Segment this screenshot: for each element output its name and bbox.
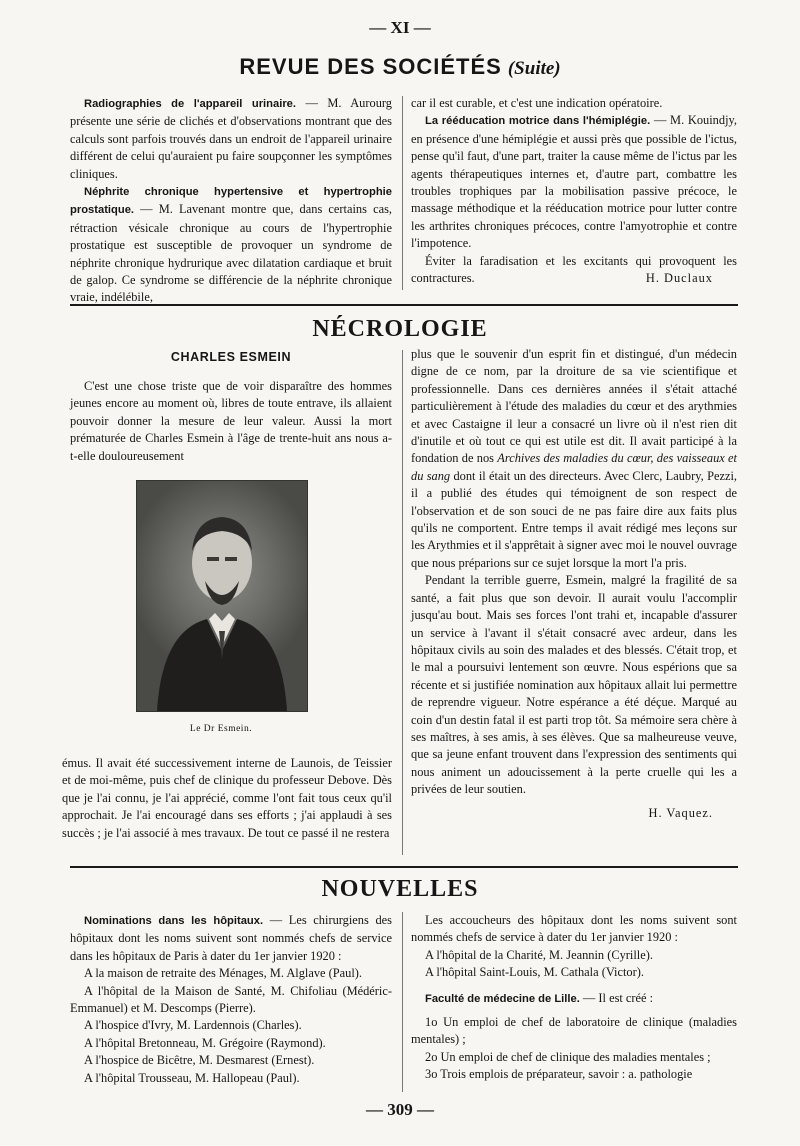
necrologie-paragraph: plus que le souvenir d'un esprit fin et distingué, d'un médecin digne de ce nom, par la droiture de sa vie scientifique et professionnelle. Dans ces dernières années il s'était attaché particulièrement à l'étude des maladies du cœur et des arythmies et avec Castaigne il leur a consacré un livre où il n'est rien dit d'inutile et où tout ce qui est utile est dit. Il avait participé à la fondation de nos Archives des maladies du cœur, des vaisseaux et du sang dont il était un des directeurs. Avec Clerc, Laubry, Pezzi, il a publié des études qui témoignent de son respect de l'observation et de son souci de ne pas faire dire aux faits plus qu'ils ne comportent. Entre temps il avait rédigé mes leçons sur les Arythmies et il s'apprêtait à signer avec moi le nouvel ouvrage que nous préparions sur ce sujet lorsque la mort l'a pris. bbox=[411, 347, 738, 570]
photo-caption: Le Dr Esmein. bbox=[189, 724, 253, 734]
column-divider bbox=[402, 96, 403, 290]
necrologie-right-column bbox=[411, 346, 737, 822]
necrologie-left-bottom bbox=[62, 755, 392, 842]
faculte-intro: Faculté de médecine de Lille. — Il est créé : bbox=[425, 990, 654, 1005]
revue-signature: H. Duclaux bbox=[645, 271, 713, 286]
nouvelles-left-column bbox=[70, 912, 392, 1087]
revue-heading: La rééducation motrice dans l'hémiplégie. bbox=[425, 115, 651, 128]
nouvelles-item: A la maison de retraite des Ménages, M. Alglave (Paul). bbox=[84, 966, 363, 981]
nouvelles-item: A l'hôpital de la Maison de Santé, M. Chifoliau (Médéric-Emmanuel) et M. Descomps (Pierre). bbox=[70, 983, 392, 1016]
revue-item-radiographies bbox=[70, 95, 392, 183]
necrologie-signature: H. Vaquez. bbox=[648, 805, 713, 820]
portrait-photo bbox=[136, 480, 308, 712]
necrologie-left-top bbox=[70, 378, 392, 465]
nouvelles-title: NOUVELLES bbox=[321, 876, 479, 902]
faculte-item: 2o Un emploi de chef de clinique des maladies mentales ; bbox=[425, 1049, 711, 1064]
nouvelles-item: A l'hôpital Bretonneau, M. Grégoire (Raymond). bbox=[84, 1035, 326, 1050]
section-rule bbox=[70, 866, 738, 868]
necrologie-name: CHARLES ESMEIN bbox=[170, 350, 292, 364]
revue-heading: Néphrite chronique hypertensive et hypertrophie prostatique. bbox=[70, 186, 392, 217]
revue-text: — M. Aurourg présente une série de clichés et d'observations montrant que des calculs sont parfois trouvés dans un endroit de l'appareil urinaire différent de celui qu'auraient pu faire soupçonner les symptômes cliniques. bbox=[70, 96, 392, 181]
column-divider bbox=[402, 912, 403, 1092]
faculte-item: 1o Un emploi de chef de laboratoire de clinique (maladies mentales) ; bbox=[411, 1015, 737, 1047]
nouvelles-intro: Nominations dans les hôpitaux. — Les chirurgiens des hôpitaux dont les noms suivent sont nommés chefs de service dans les hôpitaux de Paris à dater du 1er janvier 1920 : bbox=[70, 913, 392, 963]
nouvelles-right-column bbox=[411, 912, 737, 1084]
revue-item-reeducation bbox=[411, 112, 737, 252]
revue-left-column bbox=[70, 95, 392, 307]
revue-suite: (Suite) bbox=[507, 58, 561, 79]
journal-title: Archives des maladies du cœur, des vaisseaux et du sang bbox=[411, 451, 737, 483]
nouvelles-item: A l'hospice d'Ivry, M. Lardennois (Charles). bbox=[84, 1018, 302, 1033]
revue-heading: Radiographies de l'appareil urinaire. bbox=[84, 98, 297, 110]
nouvelles-item: A l'hospice de Bicêtre, M. Desmarest (Ernest). bbox=[84, 1053, 315, 1068]
faculte-item: 3o Trois emplois de préparateur, savoir : a. pathologie bbox=[425, 1067, 693, 1082]
section-rule bbox=[70, 304, 738, 306]
nouvelles-item: A l'hôpital de la Charité, M. Jeannin (Cyrille). bbox=[425, 947, 653, 962]
page-number: — 309 — bbox=[366, 1100, 434, 1119]
revue-last-paragraph: Éviter la faradisation et les excitants qui provoquent les contractures. bbox=[411, 253, 737, 286]
portrait-figure bbox=[137, 481, 307, 711]
page-roman-numeral: — XI — bbox=[369, 18, 431, 37]
revue-title: REVUE DES SOCIÉTÉS bbox=[239, 54, 502, 79]
nouvelles-heading: Nominations dans les hôpitaux. bbox=[84, 915, 264, 927]
revue-right-column bbox=[411, 95, 737, 288]
faculte-heading: Faculté de médecine de Lille. bbox=[425, 992, 580, 1005]
nouvelles-item: A l'hôpital Saint-Louis, M. Cathala (Victor). bbox=[425, 965, 644, 980]
revue-text: — M. Lavenant montre que, dans certains cas, rétraction vésicale chronique au cours de l'hypertrophie prostatique est susceptible de provoquer un syndrome de néphrite chronique hydrurique avec dilatation cardiaque et bruit de galop. Ce syndrome se différencie de la néphrite chronique vraie, indélébile, bbox=[70, 202, 392, 305]
necrologie-paragraph: émus. Il avait été successivement interne de Launois, de Teissier et de moi-même, puis chef de clinique du professeur Debove. Dès que je l'ai connu, je l'ai apprécié, comme l'ont fait tous ceux qu'il approchait. Je l'ai encouragé dans ses efforts ; j'ai applaudi à ses succès ; je l'ai associé à mes travaux. De tout ce passé il ne restera bbox=[62, 756, 392, 840]
nouvelles-item: A l'hôpital Trousseau, M. Hallopeau (Paul). bbox=[84, 1070, 300, 1085]
necrologie-paragraph: Pendant la terrible guerre, Esmein, malgré la fragilité de sa santé, a fait plus que son devoir. Il aurait voulu l'accomplir jusqu'au bout. Mais ses forces l'ont trahi et, incapable d'assurer un service à l'avant il s'était consacré avec ardeur, dans les hôpitaux civils au soin des malades et des blessés. C'était trop, et le mal a poursuivi lentement son œuvre. Nous espérions que sa récente et si justifiée nomination aux hôpitaux allait lui permettre de reprendre vigueur. Notre espérance a été déçue. Marqué au coin d'un destin fatal il est parti trop tôt. Sa mémoire sera chère à ses maîtres, à ses amis, à ses élèves. Que sa malheureuse veuve, que sa jeune enfant trouvent dans l'expression des sentiments qui nous animent un adoucissement à la perte cruelle qui les a privées de leur soutien. bbox=[411, 573, 737, 797]
revue-continuation: car il est curable, et c'est une indication opératoire. bbox=[411, 96, 663, 110]
column-divider bbox=[402, 350, 403, 855]
necrologie-title: NÉCROLOGIE bbox=[312, 316, 488, 342]
nouvelles-intro: Les accoucheurs des hôpitaux dont les noms suivent sont nommés chefs de service à dater du 1er janvier 1920 : bbox=[411, 913, 737, 945]
revue-title-block bbox=[0, 54, 800, 80]
necrologie-paragraph: C'est une chose triste que de voir disparaître des hommes jeunes encore au moment où, libres de toute entrave, ils allaient pouvoir donner la mesure de leur valeur. Aussi la mort prématurée de Charles Esmein à l'âge de trente-huit ans nous a-t-elle douloureusement bbox=[70, 379, 392, 463]
revue-item-nephrite bbox=[70, 183, 392, 307]
revue-text: — M. Kouindjy, en présence d'une hémiplégie et aussi près que possible de l'ictus, pense qu'il faut, d'une part, traiter la cause même de l'ictus par les agents thérapeutiques internes et, d'autre part, combattre les troubles trophiques par la mobilisation passive précoce, le massage méthodique et la rééducation motrice pour lutter contre les arthrites chroniques précoces, contre l'amyotrophie et contre l'impotence. bbox=[411, 113, 737, 251]
